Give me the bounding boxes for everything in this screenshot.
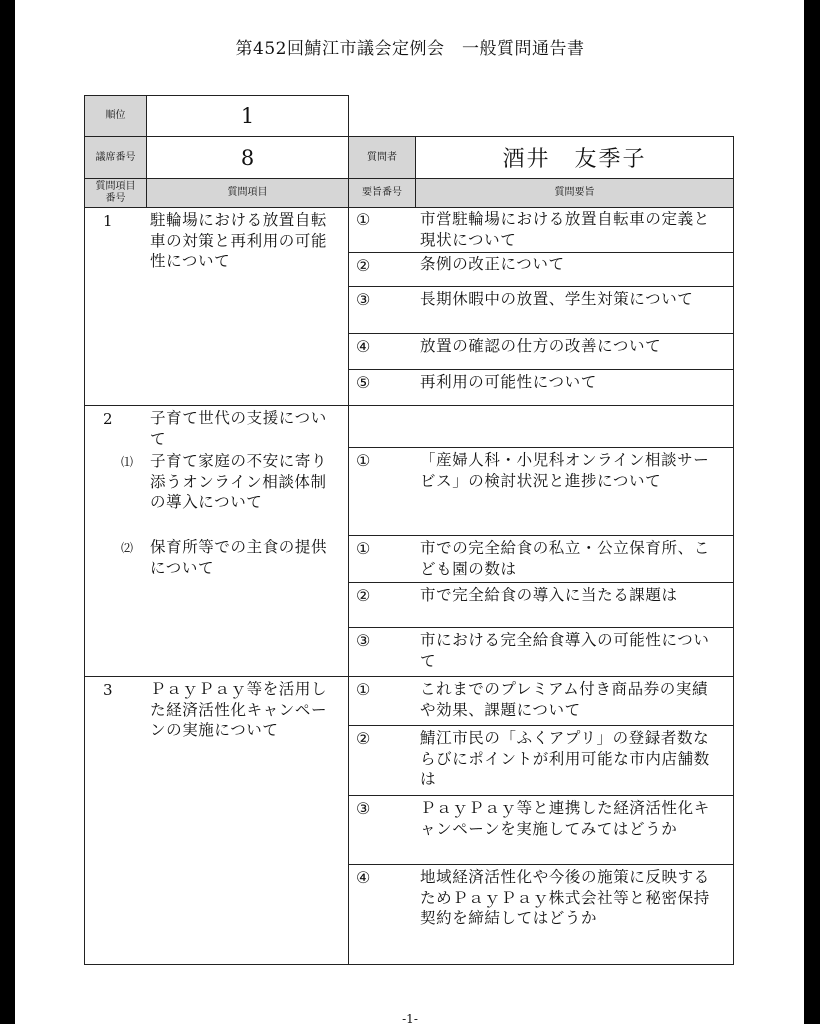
subitem-title: 保育所等での主食の提供について [150,538,328,577]
subitem-number: ⑵ [121,541,134,555]
right-border-bar [804,0,820,1024]
point-mark: ① [356,210,371,229]
point-mark: ② [356,729,371,748]
point-mark: ② [356,256,371,275]
seat-label: 議席番号 [84,136,147,179]
point-text: 放置の確認の仕方の改善について [420,337,662,355]
point-mark: ④ [356,337,371,356]
point-mark: ③ [356,290,371,309]
point-text: ＰａｙＰａｙ等と連携した経済活性化キャンペーンを実施してみてはどうか [420,799,710,838]
seat-value: 8 [146,136,349,179]
left-border-bar [0,0,15,1024]
rank-label: 順位 [84,95,147,137]
point-text: 条例の改正について [420,255,565,273]
point-row-empty [348,405,734,448]
subitem-number: ⑴ [121,455,134,469]
subitem-title: 子育て家庭の不安に寄り添うオンライン相談体制の導入について [150,452,328,511]
item-title: ＰａｙＰａｙ等を活用した経済活性化キャンペーンの実施について [150,680,328,739]
point-mark: ③ [356,631,371,650]
point-mark: ③ [356,799,371,818]
point-mark: ⑤ [356,373,371,392]
point-text: 再利用の可能性について [420,373,597,391]
questioner-name: 酒井 友季子 [415,136,734,179]
questioner-label: 質問者 [348,136,416,179]
point-text: 長期休暇中の放置、学生対策について [420,290,694,308]
point-mark: ① [356,451,371,470]
point-mark: ① [356,539,371,558]
point-text: 市における完全給食導入の可能性について [420,631,710,670]
item-title: 駐輪場における放置自転車の対策と再利用の可能性について [150,211,328,270]
point-text: 地域経済活性化や今後の施策に反映するためＰａｙＰａｙ株式会社等と秘密保持契約を締結してはどうか [420,868,710,927]
item-number: 3 [103,681,113,699]
point-text: これまでのプレミアム付き商品券の実績や効果、課題について [420,680,709,719]
point-text: 「産婦人科・小児科オンライン相談サービス」の検討状況と進捗について [420,451,710,490]
item-number: 1 [103,212,113,230]
point-text: 市で完全給食の導入に当たる課題は [420,586,678,604]
page-number: -1- [402,1012,418,1026]
point-text: 市営駐輪場における放置自転車の定義と現状について [420,210,710,249]
rank-value: 1 [146,95,349,137]
item-title: 子育て世代の支援について [150,409,327,448]
point-header: 質問要旨 [415,178,734,208]
point-number-header: 要旨番号 [348,178,416,208]
point-text: 市での完全給食の私立・公立保育所、こども園の数は [420,539,710,578]
point-mark: ① [356,680,371,699]
item-number-header: 質問項目番号 [84,178,147,208]
item-header: 質問項目 [146,178,349,208]
point-mark: ② [356,586,371,605]
document-title: 第452回鯖江市議会定例会 一般質問通告書 [235,39,585,59]
point-text: 鯖江市民の「ふくアプリ」の登録者数ならびにポイントが利用可能な市内店舗数は [420,729,710,788]
point-mark: ④ [356,868,371,887]
item-number: 2 [103,410,113,428]
